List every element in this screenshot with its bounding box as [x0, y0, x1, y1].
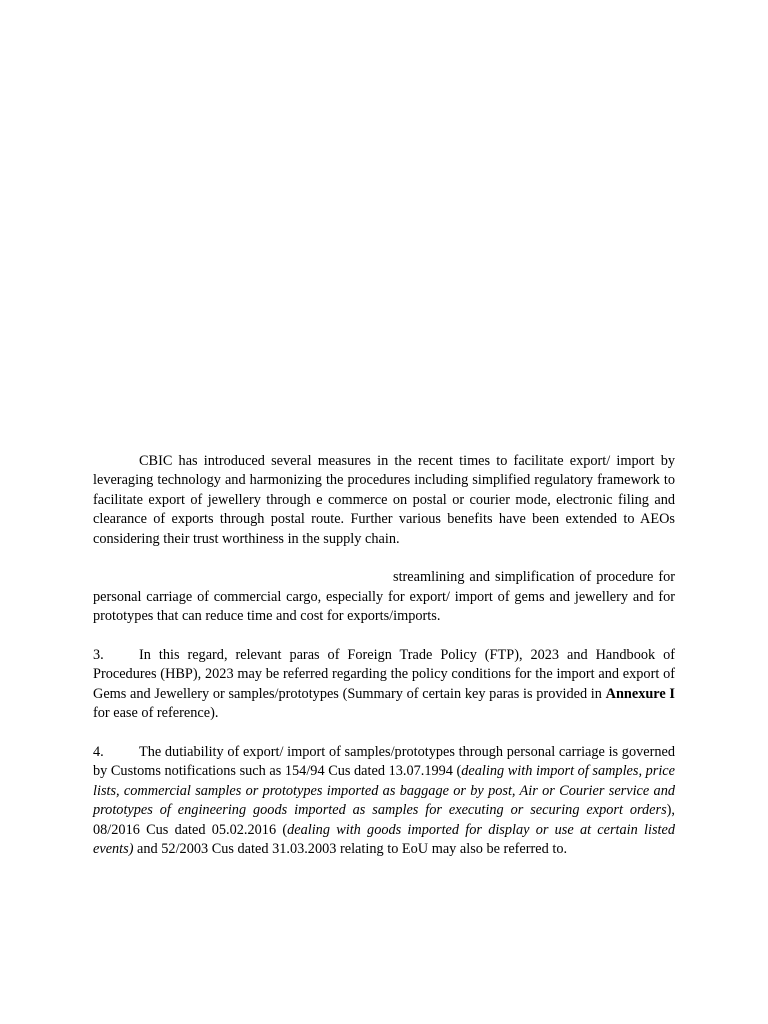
paragraph-intro — [93, 452, 675, 549]
paragraph-2-text: streamlining and simplification of procedure for personal carriage of commercial cargo, especially for export/ import of gems and jewellery and for prototypes that can reduce time and cost for exports/imports. — [93, 569, 675, 625]
paragraph-2 — [93, 568, 675, 626]
paragraph-3-text-before: In this regard, relevant paras of Foreign Trade Policy (FTP), 2023 and Handbook of Procedures (HBP), 2023 may be referred regarding the policy conditions for the import and export of Gems and Jewellery or samples/prototypes (Summary of certain key paras is provided in — [93, 647, 675, 702]
paragraph-4-part1: The dutiability of export/ import of samples/prototypes through personal carriage is governed by Customs notifications such as 154/94 Cus dated 13.07.1994 ( — [93, 744, 675, 780]
paragraph-4-italic1: dealing with import of samples, price lists, commercial samples or prototypes imported as baggage or by post, Air or Courier service and prototypes of engineering goods imported as samples for executing or securing export orders — [93, 763, 675, 819]
paragraph-4 — [93, 743, 675, 859]
document-body — [93, 452, 675, 879]
annexure-reference: Annexure I — [605, 685, 675, 702]
paragraph-3 — [93, 646, 675, 724]
paragraph-intro-text: CBIC has introduced several measures in the recent times to facilitate export/ import by leveraging technology and harmonizing the procedures including simplified regulatory framework to facilitate export of jewellery through e commerce on postal or courier mode, electronic filing and clearance of exports through postal route. Further various benefits have been extended to AEOs considering their trust worthiness in the supply chain. — [93, 453, 675, 547]
paragraph-3-text-after: for ease of reference). — [93, 705, 219, 722]
paragraph-4-part3: and 52/2003 Cus dated 31.03.2003 relating to EoU may also be referred to. — [133, 841, 568, 858]
paragraph-4-part2: ), 08/2016 Cus dated 05.02.2016 ( — [93, 802, 675, 838]
paragraph-4-italic2: dealing with goods imported for display or use at certain listed events) — [93, 821, 675, 858]
paragraph-3-number: 3. — [93, 647, 104, 664]
paragraph-4-number: 4. — [93, 744, 104, 761]
